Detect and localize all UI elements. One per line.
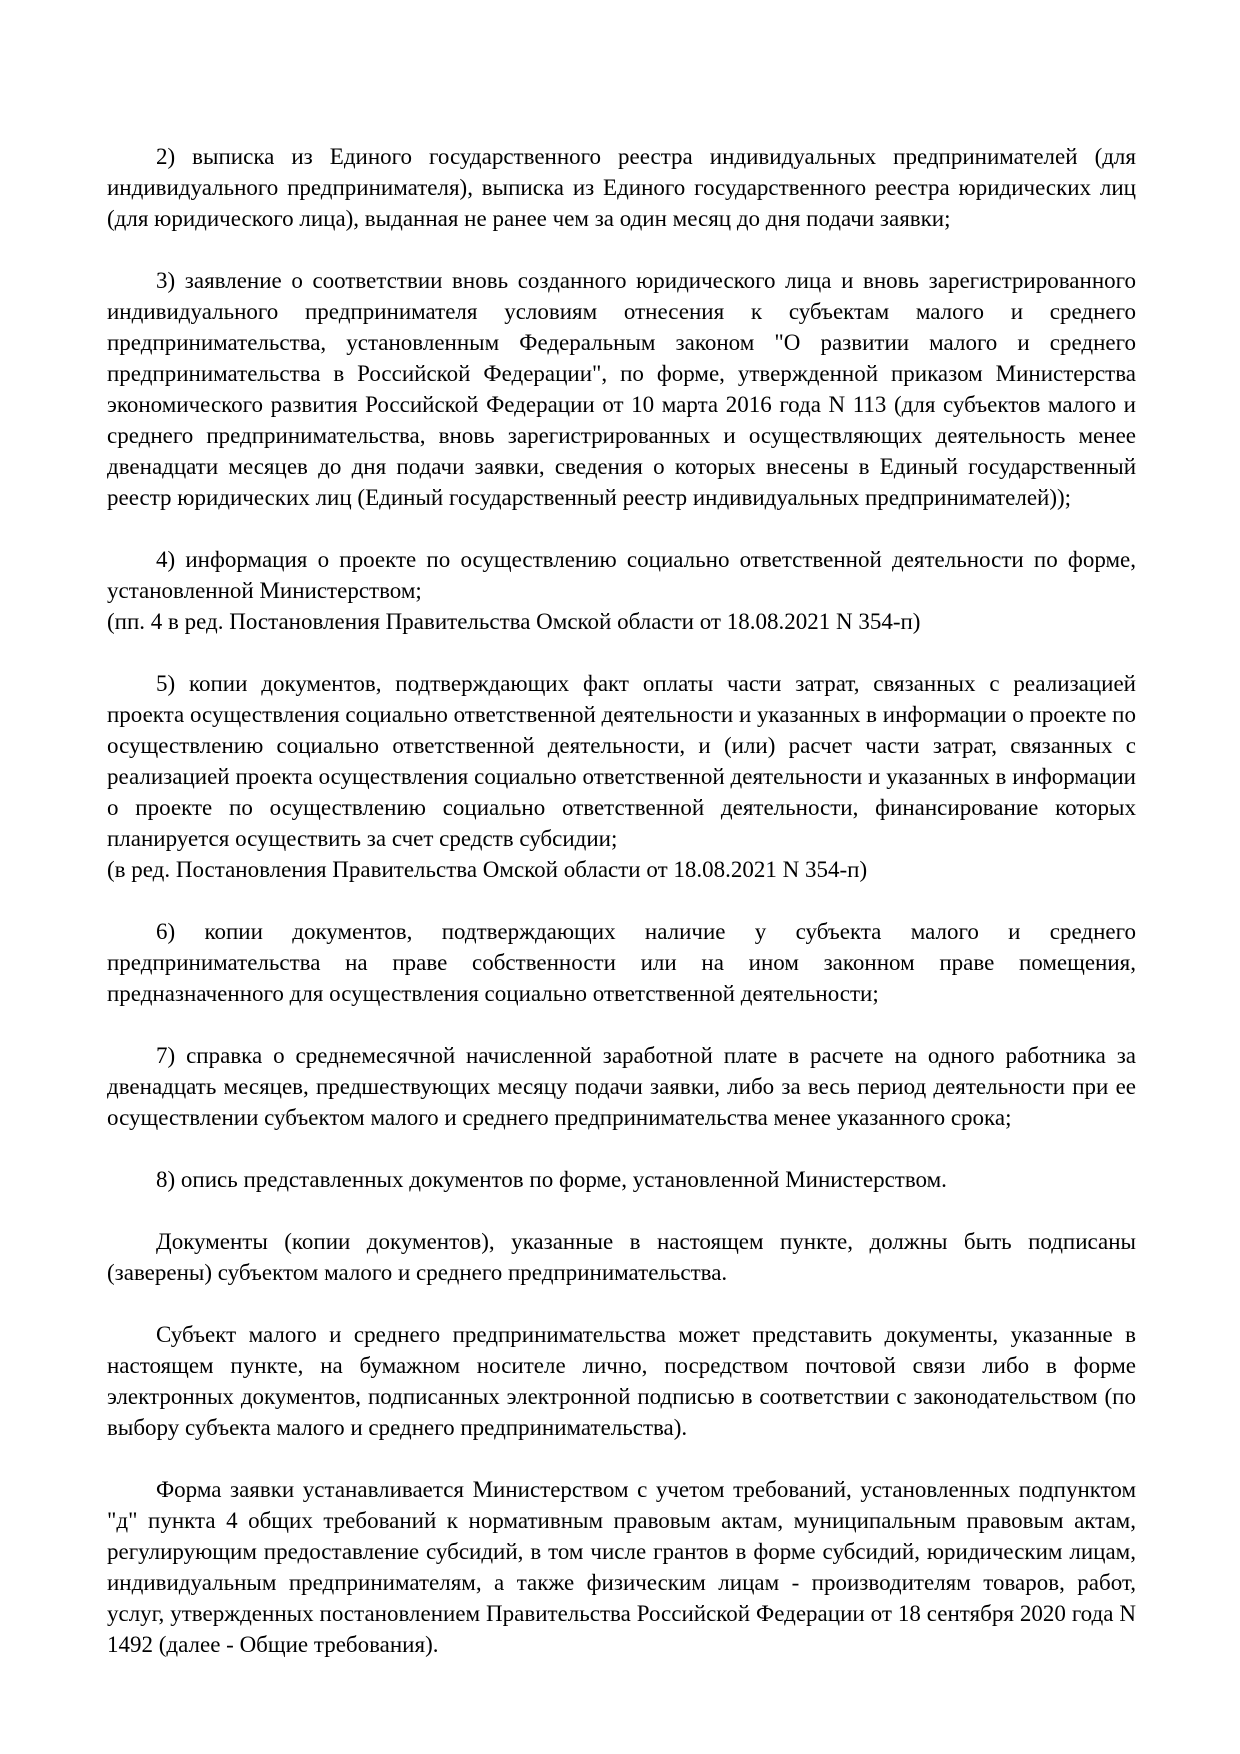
amendment-note: (в ред. Постановления Правительства Омской области от 18.08.2021 N 354-п) [107, 857, 868, 882]
paragraph: Субъект малого и среднего предпринимательства может представить документы, указанные в настоящем пункте, на бумажном носителе лично, посредством почтовой связи либо в форме электронных документов, подписанных электронной подписью в соответствии с законодательством (по выбору субъекта малого и среднего предпринимательства). [107, 1322, 1136, 1440]
document-body [107, 141, 1136, 1660]
amendment-note: (пп. 4 в ред. Постановления Правительства Омской области от 18.08.2021 N 354-п) [107, 609, 921, 634]
paragraph: 4) информация о проекте по осуществлению социально ответственной деятельности по форме, установленной Министерством; [107, 547, 1136, 603]
paragraph: 5) копии документов, подтверждающих факт оплаты части затрат, связанных с реализацией проекта осуществления социально ответственной деятельности и указанных в информации о проекте по осуществлению социально ответственной деятельности, и (или) расчет части затрат, связанных с реализацией проекта осуществления социально ответственной деятельности и указанных в информации о проекте по осуществлению социально ответственной деятельности, финансирование которых планируется осуществить за счет средств субсидии; [107, 671, 1136, 851]
paragraph: 3) заявление о соответствии вновь созданного юридического лица и вновь зарегистрированного индивидуального предпринимателя условиям отнесения к субъектам малого и среднего предпринимательства, установленным Федеральным законом "О развитии малого и среднего предпринимательства в Российской Федерации", по форме, утвержденной приказом Министерства экономического развития Российской Федерации от 10 марта 2016 года N 113 (для субъектов малого и среднего предпринимательства, вновь зарегистрированных и осуществляющих деятельность менее двенадцати месяцев до дня подачи заявки, сведения о которых внесены в Единый государственный реестр юридических лиц (Единый государственный реестр индивидуальных предпринимателей)); [107, 268, 1136, 510]
paragraph: 6) копии документов, подтверждающих наличие у субъекта малого и среднего предпринимательства на праве собственности или на ином законном праве помещения, предназначенного для осуществления социально ответственной деятельности; [107, 919, 1136, 1006]
paragraph: 2) выписка из Единого государственного реестра индивидуальных предпринимателей (для индивидуального предпринимателя), выписка из Единого государственного реестра юридических лиц (для юридического лица), выданная не ранее чем за один месяц до дня подачи заявки; [107, 144, 1136, 231]
paragraph: 8) опись представленных документов по форме, установленной Министерством. [156, 1167, 947, 1192]
paragraph: Документы (копии документов), указанные в настоящем пункте, должны быть подписаны (заверены) субъектом малого и среднего предпринимательства. [107, 1229, 1136, 1285]
paragraph: Форма заявки устанавливается Министерством с учетом требований, установленных подпунктом "д" пункта 4 общих требований к нормативным правовым актам, муниципальным правовым актам, регулирующим предоставление субсидий, в том числе грантов в форме субсидий, юридическим лицам, индивидуальным предпринимателям, а также физическим лицам - производителям товаров, работ, услуг, утвержденных постановлением Правительства Российской Федерации от 18 сентября 2020 года N 1492 (далее - Общие требования). [107, 1477, 1136, 1657]
paragraph: 7) справка о среднемесячной начисленной заработной плате в расчете на одного работника за двенадцать месяцев, предшествующих месяцу подачи заявки, либо за весь период деятельности при ее осуществлении субъектом малого и среднего предпринимательства менее указанного срока; [107, 1043, 1136, 1130]
